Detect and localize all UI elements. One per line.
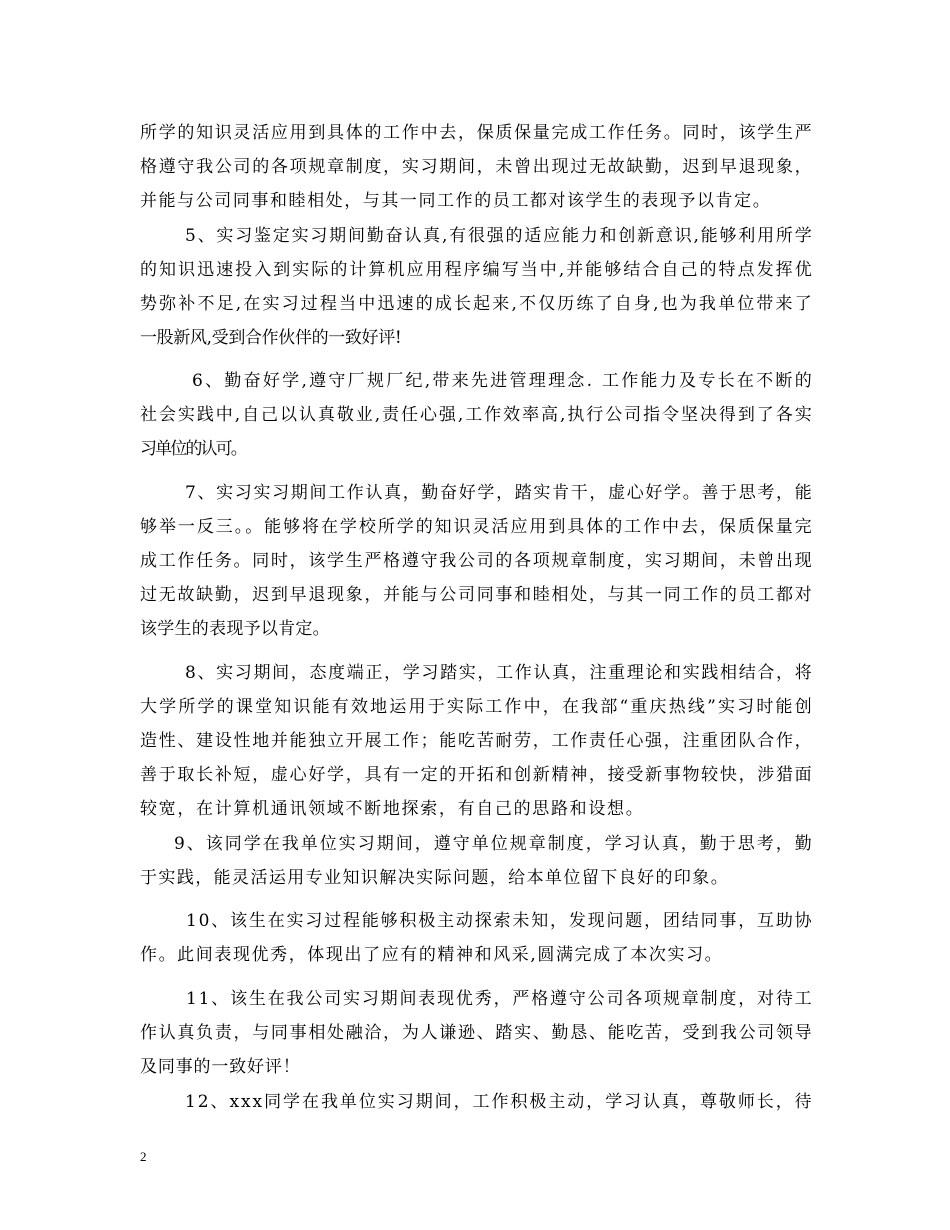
text-line: 9、该同学在我单位实习期间，遵守单位规章制度，学习认真，勤于思考，勤 [174, 834, 814, 854]
text-line: 作认真负责，与同事相处融洽，为人谦逊、踏实、勤恳、能吃苦，受到我公司领导 [140, 1023, 814, 1043]
text-line: 5、实习鉴定实习期间勤奋认真,有很强的适应能力和创新意识,能够利用所学 [185, 226, 814, 246]
text-line: 7、实习实习期间工作认真，勤奋好学，踏实肯干，虚心好学。善于思考，能 [185, 483, 814, 503]
text-line: 的知识迅速投入到实际的计算机应用程序编写当中,并能够结合自己的特点发挥优 [140, 260, 814, 280]
text-line: 够举一反三。。能够将在学校所学的知识灵活应用到具体的工作中去，保质保量完 [140, 517, 814, 537]
text-line: 格遵守我公司的各项规章制度，实习期间，未曾出现过无故缺勤，迟到早退现象， [140, 157, 814, 177]
text-line: 习单位的认可。 [140, 439, 246, 459]
text-line: 并能与公司同事和睦相处，与其一同工作的员工都对该学生的表现予以肯定。 [140, 191, 772, 211]
text-line: 成工作任务。同时，该学生严格遵守我公司的各项规章制度，实习期间，未曾出现 [140, 551, 814, 571]
text-line: 11、该生在我公司实习期间表现优秀，严格遵守公司各项规章制度，对待工 [186, 989, 814, 1009]
text-line: 一股新风,受到合作伙伴的一致好评! [140, 328, 402, 348]
text-line: 造性、建设性地并能独立开展工作；能吃苦耐劳，工作责任心强，注重团队合作， [140, 731, 814, 751]
text-line: 12、xxx同学在我单位实习期间，工作积极主动，学习认真，尊敬师长，待 [185, 1092, 814, 1112]
text-line: 大学所学的课堂知识能有效地运用于实际工作中，在我部“重庆热线”实习时能创 [140, 697, 814, 717]
text-line: 6、勤奋好学,遵守厂规厂纪,带来先进管理理念. 工作能力及专长在不断的 [192, 371, 814, 391]
text-line: 8、实习期间，态度端正，学习踏实，工作认真，注重理论和实践相结合，将 [185, 663, 814, 683]
text-line: 作。此间表现优秀，体现出了应有的精神和风采,圆满完成了本次实习。 [140, 945, 724, 965]
text-line: 善于取长补短，虚心好学，具有一定的开拓和创新精神，接受新事物较快，涉猎面 [140, 765, 814, 785]
text-line: 10、该生在实习过程能够积极主动探索未知，发现问题，团结同事，互助协 [186, 911, 814, 931]
text-line: 及同事的一致好评！ [140, 1057, 301, 1077]
text-line: 于实践，能灵活运用专业知识解决实际问题，给本单位留下良好的印象。 [140, 868, 730, 888]
text-line: 该学生的表现予以肯定。 [140, 619, 330, 639]
text-line: 过无故缺勤，迟到早退现象，并能与公司同事和睦相处，与其一同工作的员工都对 [140, 585, 814, 605]
page-number: 2 [140, 1149, 147, 1164]
text-line: 较宽，在计算机通讯领域不断地探索，有自己的思路和设想。 [140, 799, 645, 819]
text-line: 所学的知识灵活应用到具体的工作中去，保质保量完成工作任务。同时，该学生严 [140, 123, 814, 143]
text-line: 势弥补不足,在实习过程当中迅速的成长起来,不仅历练了自身,也为我单位带来了 [140, 294, 814, 314]
text-line: 社会实践中,自己以认真敬业,责任心强,工作效率高,执行公司指令坚决得到了各实 [140, 405, 814, 425]
